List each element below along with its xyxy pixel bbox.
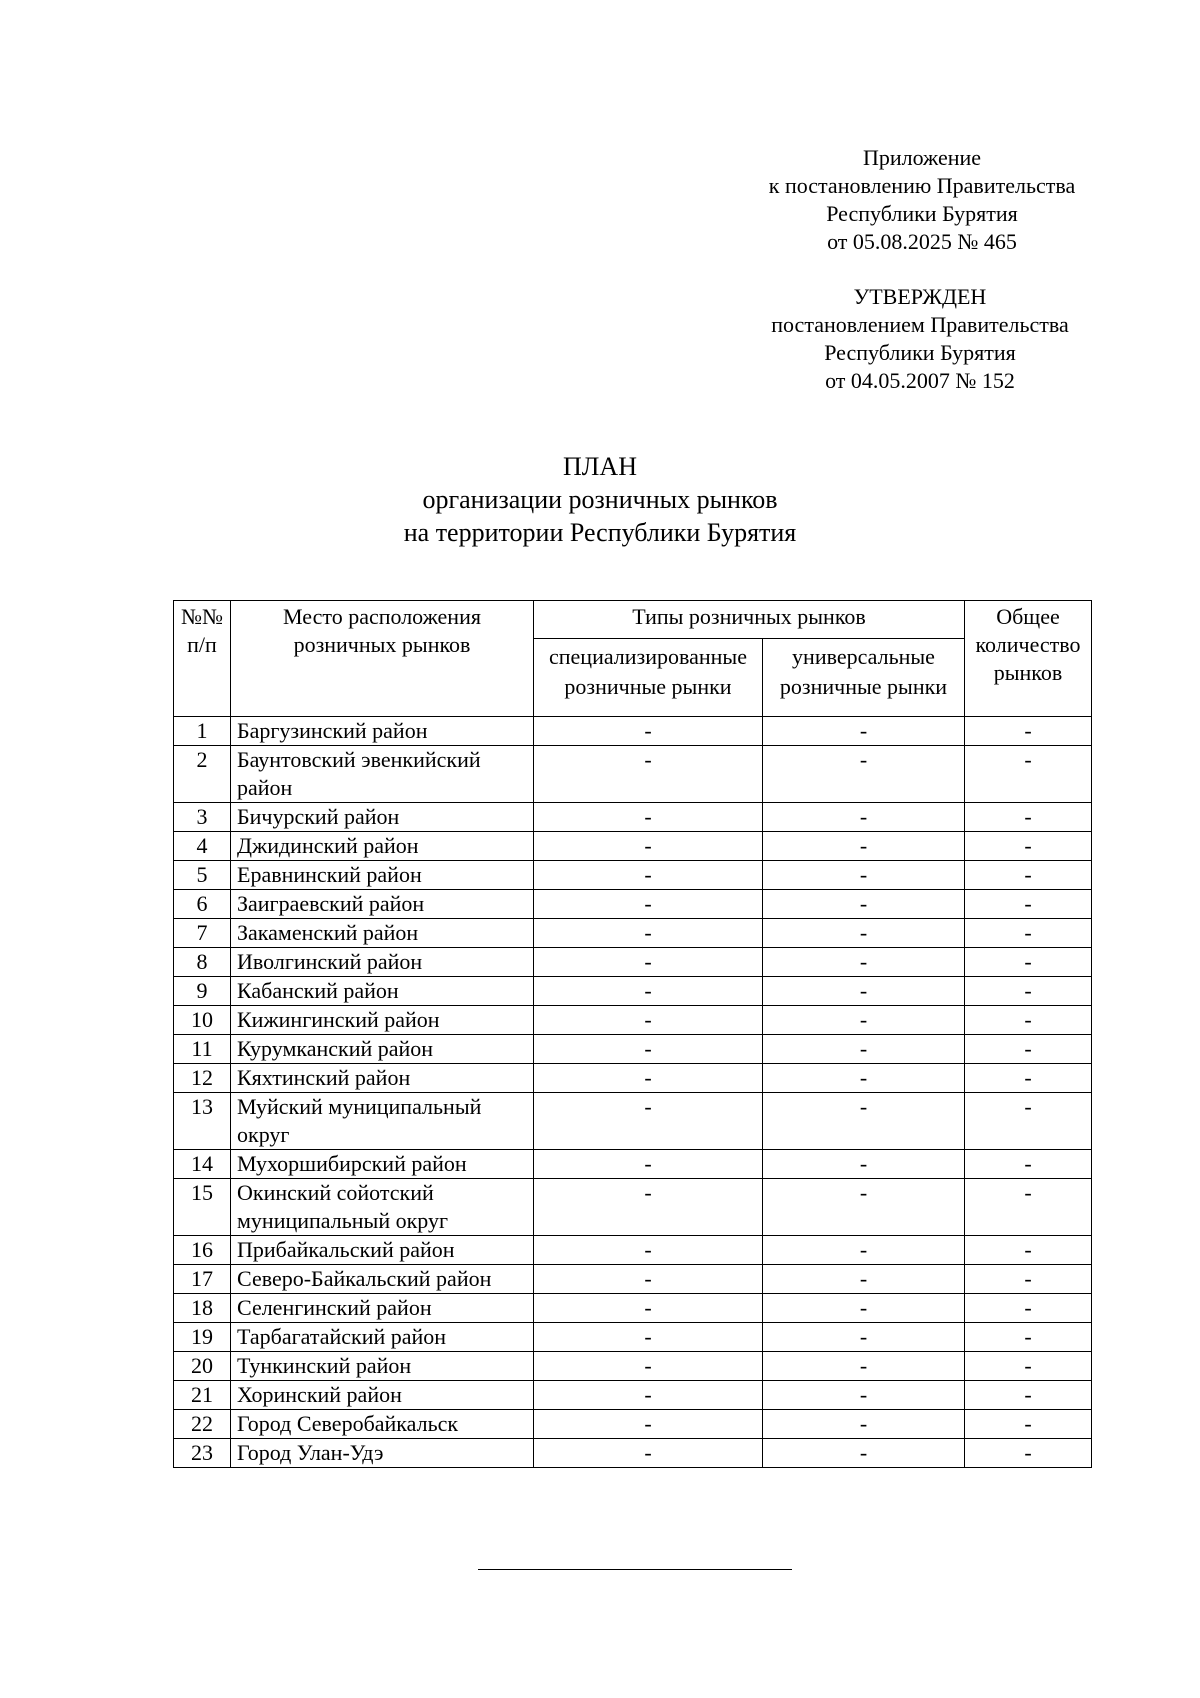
row-number: 15 <box>174 1179 231 1236</box>
table-row <box>174 861 1092 890</box>
title-subtitle: организации розничных рынков <box>422 485 778 514</box>
row-number: 7 <box>174 919 231 948</box>
table-body <box>174 717 1092 1468</box>
row-location <box>231 1381 534 1410</box>
row-total-value: - <box>965 1150 1092 1179</box>
row-universal-value: - <box>763 717 965 746</box>
row-specialized-value: - <box>534 1150 763 1179</box>
header-total-line3: рынков <box>993 660 1063 685</box>
approved-republic: Республики Бурятия <box>824 340 1016 365</box>
row-location <box>231 948 534 977</box>
table-row <box>174 1179 1092 1236</box>
row-location <box>231 1323 534 1352</box>
row-universal-value: - <box>763 1323 965 1352</box>
table-row <box>174 1410 1092 1439</box>
header-total <box>965 601 1092 717</box>
row-location <box>231 717 534 746</box>
row-location-line: Курумканский район <box>237 1036 434 1061</box>
row-universal-value: - <box>763 746 965 803</box>
row-total-value: - <box>965 1179 1092 1236</box>
header-universal <box>763 639 965 717</box>
row-universal-value: - <box>763 1035 965 1064</box>
row-number: 5 <box>174 861 231 890</box>
row-number: 18 <box>174 1294 231 1323</box>
row-specialized-value: - <box>534 1381 763 1410</box>
row-universal-value: - <box>763 890 965 919</box>
header-number-line1: №№ <box>181 604 223 629</box>
row-location-line: Джидинский район <box>237 833 419 858</box>
approved-resolution-ref: постановлением Правительства <box>771 312 1069 337</box>
row-number: 9 <box>174 977 231 1006</box>
row-total-value: - <box>965 1236 1092 1265</box>
row-location-line: Еравнинский район <box>237 862 422 887</box>
row-location-line: Иволгинский район <box>237 949 423 974</box>
row-number: 13 <box>174 1093 231 1150</box>
row-universal-value: - <box>763 977 965 1006</box>
row-universal-value: - <box>763 803 965 832</box>
row-specialized-value: - <box>534 1179 763 1236</box>
row-location <box>231 1150 534 1179</box>
appendix-resolution-ref: к постановлению Правительства <box>768 173 1076 198</box>
header-total-line2: количество <box>975 632 1081 657</box>
row-location-line: муниципальный округ <box>237 1208 449 1233</box>
header-specialized <box>534 639 763 717</box>
row-total-value: - <box>965 890 1092 919</box>
row-location <box>231 1093 534 1150</box>
row-total-value: - <box>965 803 1092 832</box>
row-universal-value: - <box>763 1410 965 1439</box>
appendix-date-number: от 05.08.2025 № 465 <box>827 229 1017 254</box>
row-location-line: Окинский сойотский <box>237 1180 434 1205</box>
table-row <box>174 1236 1092 1265</box>
row-location-line: Тункинский район <box>237 1353 412 1378</box>
row-number: 6 <box>174 890 231 919</box>
row-universal-value: - <box>763 832 965 861</box>
row-specialized-value: - <box>534 890 763 919</box>
row-location <box>231 1064 534 1093</box>
row-universal-value: - <box>763 1179 965 1236</box>
row-number: 8 <box>174 948 231 977</box>
header-market-types: Типы розничных рынков <box>534 601 965 639</box>
row-location-line: Селенгинский район <box>237 1295 432 1320</box>
row-location-line: Закаменский район <box>237 920 419 945</box>
approved-block <box>720 283 1120 395</box>
row-specialized-value: - <box>534 1294 763 1323</box>
row-number: 2 <box>174 746 231 803</box>
table-row <box>174 1006 1092 1035</box>
row-location-line: район <box>237 775 293 800</box>
row-location-line: Бичурский район <box>237 804 400 829</box>
appendix-label: Приложение <box>862 145 982 170</box>
row-number: 17 <box>174 1265 231 1294</box>
table-row <box>174 1093 1092 1150</box>
header-number-line2: п/п <box>187 632 217 657</box>
row-specialized-value: - <box>534 1064 763 1093</box>
row-total-value: - <box>965 861 1092 890</box>
row-total-value: - <box>965 1064 1092 1093</box>
row-specialized-value: - <box>534 832 763 861</box>
row-location <box>231 919 534 948</box>
table-row <box>174 890 1092 919</box>
table-row <box>174 832 1092 861</box>
row-specialized-value: - <box>534 746 763 803</box>
row-total-value: - <box>965 1093 1092 1150</box>
row-universal-value: - <box>763 1381 965 1410</box>
footer-separator-line <box>478 1569 792 1570</box>
row-total-value: - <box>965 948 1092 977</box>
row-number: 11 <box>174 1035 231 1064</box>
row-number: 20 <box>174 1352 231 1381</box>
row-universal-value: - <box>763 1064 965 1093</box>
document-title <box>0 450 1200 549</box>
row-total-value: - <box>965 1410 1092 1439</box>
row-number: 1 <box>174 717 231 746</box>
row-specialized-value: - <box>534 1035 763 1064</box>
table-row <box>174 1035 1092 1064</box>
row-number: 23 <box>174 1439 231 1468</box>
row-specialized-value: - <box>534 977 763 1006</box>
row-number: 22 <box>174 1410 231 1439</box>
table-header <box>174 601 1092 717</box>
row-number: 3 <box>174 803 231 832</box>
row-specialized-value: - <box>534 1006 763 1035</box>
row-universal-value: - <box>763 1150 965 1179</box>
table-row <box>174 1352 1092 1381</box>
header-universal-line1: универсальные <box>792 644 935 669</box>
row-universal-value: - <box>763 1093 965 1150</box>
row-location <box>231 832 534 861</box>
title-plan: ПЛАН <box>563 452 637 481</box>
row-location <box>231 803 534 832</box>
table-row <box>174 1439 1092 1468</box>
row-location <box>231 1265 534 1294</box>
row-universal-value: - <box>763 1439 965 1468</box>
header-specialized-line2: розничные рынки <box>564 674 732 699</box>
row-total-value: - <box>965 1265 1092 1294</box>
row-total-value: - <box>965 1352 1092 1381</box>
row-location <box>231 1410 534 1439</box>
row-universal-value: - <box>763 948 965 977</box>
row-total-value: - <box>965 717 1092 746</box>
row-location <box>231 977 534 1006</box>
row-location-line: Прибайкальский район <box>237 1237 455 1262</box>
row-specialized-value: - <box>534 861 763 890</box>
row-universal-value: - <box>763 1265 965 1294</box>
header-universal-line2: розничные рынки <box>779 674 948 699</box>
row-location-line: Хоринский район <box>237 1382 402 1407</box>
row-location-line: Тарбагатайский район <box>237 1324 447 1349</box>
row-specialized-value: - <box>534 1323 763 1352</box>
row-total-value: - <box>965 977 1092 1006</box>
row-specialized-value: - <box>534 919 763 948</box>
table-row <box>174 1323 1092 1352</box>
row-universal-value: - <box>763 919 965 948</box>
row-location-line: Баргузинский район <box>237 718 428 743</box>
row-location <box>231 1439 534 1468</box>
row-location <box>231 890 534 919</box>
row-number: 12 <box>174 1064 231 1093</box>
row-specialized-value: - <box>534 1352 763 1381</box>
header-total-line1: Общее <box>996 604 1060 629</box>
row-number: 4 <box>174 832 231 861</box>
row-location-line: Мухоршибирский район <box>237 1151 467 1176</box>
table-row <box>174 1265 1092 1294</box>
row-location <box>231 1179 534 1236</box>
row-location <box>231 861 534 890</box>
row-specialized-value: - <box>534 1265 763 1294</box>
row-specialized-value: - <box>534 1439 763 1468</box>
row-location-line: округ <box>237 1122 290 1147</box>
row-specialized-value: - <box>534 717 763 746</box>
row-total-value: - <box>965 1381 1092 1410</box>
row-location-line: Город Северобайкальск <box>237 1411 459 1436</box>
row-number: 16 <box>174 1236 231 1265</box>
row-specialized-value: - <box>534 948 763 977</box>
row-total-value: - <box>965 1294 1092 1323</box>
row-specialized-value: - <box>534 1236 763 1265</box>
markets-plan-table <box>173 600 1092 1468</box>
row-total-value: - <box>965 1439 1092 1468</box>
table-row <box>174 1150 1092 1179</box>
row-location-line: Заиграевский район <box>237 891 425 916</box>
row-number: 10 <box>174 1006 231 1035</box>
row-total-value: - <box>965 1035 1092 1064</box>
appendix-block <box>722 144 1122 256</box>
header-number <box>174 601 231 717</box>
row-total-value: - <box>965 1323 1092 1352</box>
row-location <box>231 1035 534 1064</box>
row-total-value: - <box>965 746 1092 803</box>
row-location <box>231 1352 534 1381</box>
row-location <box>231 1006 534 1035</box>
row-location <box>231 746 534 803</box>
header-specialized-line1: специализированные <box>549 644 747 669</box>
approved-date-number: от 04.05.2007 № 152 <box>825 368 1015 393</box>
row-number: 14 <box>174 1150 231 1179</box>
row-location <box>231 1236 534 1265</box>
row-total-value: - <box>965 832 1092 861</box>
row-total-value: - <box>965 919 1092 948</box>
row-number: 19 <box>174 1323 231 1352</box>
row-location-line: Город Улан-Удэ <box>237 1440 384 1465</box>
table-row <box>174 803 1092 832</box>
table-row <box>174 948 1092 977</box>
table-row <box>174 977 1092 1006</box>
row-location-line: Кяхтинский район <box>237 1065 411 1090</box>
row-specialized-value: - <box>534 1093 763 1150</box>
title-territory: на территории Республики Бурятия <box>403 518 797 547</box>
appendix-republic: Республики Бурятия <box>826 201 1018 226</box>
row-total-value: - <box>965 1006 1092 1035</box>
header-place <box>231 601 534 717</box>
table-row <box>174 1294 1092 1323</box>
row-location-line: Муйский муниципальный <box>237 1094 482 1119</box>
header-place-line2: розничных рынков <box>293 632 471 657</box>
table-row <box>174 717 1092 746</box>
row-location-line: Кабанский район <box>237 978 399 1003</box>
row-location-line: Кижингинский район <box>237 1007 440 1032</box>
table-row <box>174 1064 1092 1093</box>
table-row <box>174 1381 1092 1410</box>
row-universal-value: - <box>763 861 965 890</box>
approved-label: УТВЕРЖДЕН <box>853 284 987 309</box>
table-row <box>174 746 1092 803</box>
row-universal-value: - <box>763 1294 965 1323</box>
row-specialized-value: - <box>534 803 763 832</box>
row-universal-value: - <box>763 1236 965 1265</box>
row-specialized-value: - <box>534 1410 763 1439</box>
header-place-line1: Место расположения <box>283 604 481 629</box>
row-location-line: Баунтовский эвенкийский <box>237 747 481 772</box>
row-location <box>231 1294 534 1323</box>
row-number: 21 <box>174 1381 231 1410</box>
row-location-line: Северо-Байкальский район <box>237 1266 492 1291</box>
row-universal-value: - <box>763 1006 965 1035</box>
table-row <box>174 919 1092 948</box>
row-universal-value: - <box>763 1352 965 1381</box>
